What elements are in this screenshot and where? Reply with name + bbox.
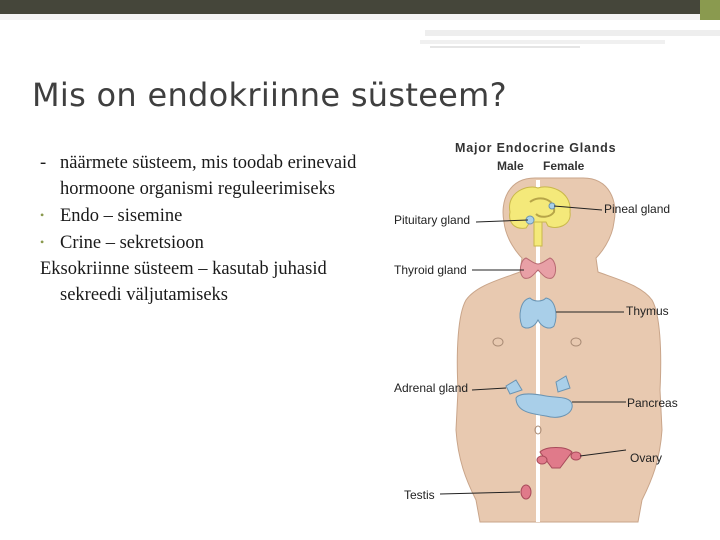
- label-pancreas: Pancreas: [627, 396, 678, 410]
- decorative-rule: [430, 46, 580, 48]
- bullet-text: Eksokriinne süsteem – kasutab juhasid sekreedi väljutamiseks: [40, 259, 327, 305]
- decorative-rule: [425, 30, 720, 36]
- bullet-list: [40, 150, 380, 308]
- bullet-item: [40, 150, 380, 202]
- male-label: Male: [497, 159, 524, 173]
- decorative-rule: [420, 40, 665, 44]
- bullet-item: [40, 229, 380, 256]
- bullet-text: Crine – sekretsioon: [60, 233, 204, 253]
- testis: [521, 485, 531, 499]
- slide-title: Mis on endokriinne süsteem?: [32, 76, 507, 114]
- body-silhouette: [456, 178, 662, 522]
- bullet-item: [40, 256, 380, 308]
- ovary-right: [571, 452, 581, 460]
- label-adrenal: Adrenal gland: [394, 381, 469, 395]
- label-ovary: Ovary: [630, 451, 663, 465]
- label-pituitary: Pituitary gland: [394, 213, 471, 227]
- ovary-left: [537, 456, 547, 464]
- label-thyroid: Thyroid gland: [394, 263, 467, 277]
- bullet-dot-icon: •: [40, 235, 45, 249]
- dash-marker: -: [40, 153, 47, 173]
- top-band-accent: [700, 0, 720, 20]
- label-pineal: Pineal gland: [604, 202, 671, 216]
- body-outline: [456, 178, 662, 522]
- bullet-item: [40, 202, 380, 229]
- diagram-title: Major Endocrine Glands: [455, 141, 617, 155]
- bullet-text: Endo – sisemine: [60, 206, 183, 226]
- female-label: Female: [543, 159, 585, 173]
- endocrine-glands-diagram: [380, 130, 710, 530]
- bullet-dot-icon: •: [40, 208, 45, 222]
- top-band-light-stripe: [0, 14, 700, 20]
- brainstem: [534, 222, 542, 246]
- bullet-text: näärmete süsteem, mis toodab erinevaid hormoone organismi reguleerimiseks: [60, 153, 357, 199]
- endocrine-diagram-svg: [380, 130, 710, 530]
- label-thymus: Thymus: [626, 304, 669, 318]
- label-testis: Testis: [404, 488, 435, 502]
- top-band-dark-stripe: [0, 0, 700, 14]
